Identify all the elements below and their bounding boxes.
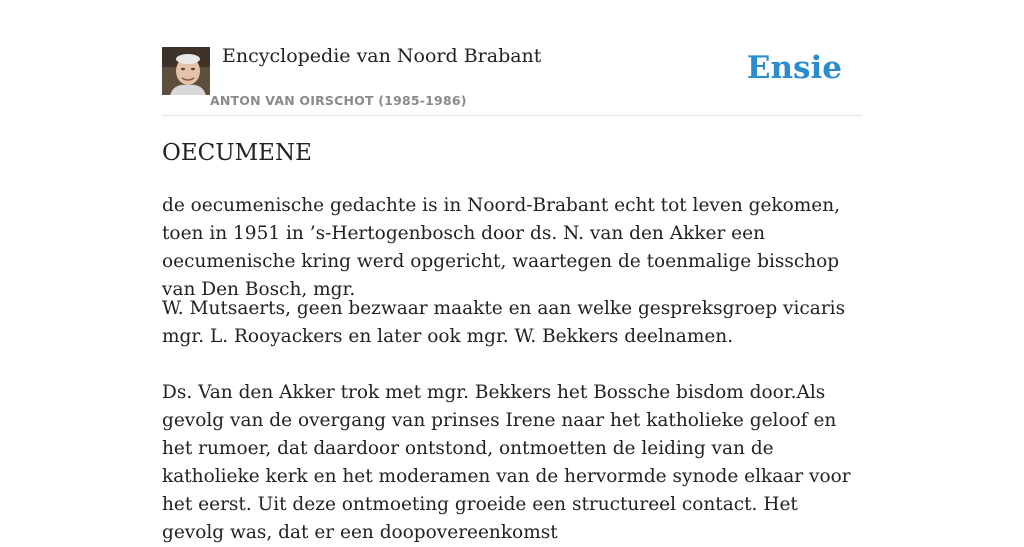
author-name[interactable]: ANTON VAN OIRSCHOT (1985-1986) bbox=[210, 93, 467, 108]
source-title[interactable]: Encyclopedie van Noord Brabant bbox=[222, 45, 542, 67]
article-title: OECUMENE bbox=[162, 140, 312, 166]
brand-logo[interactable]: Ensie bbox=[746, 50, 842, 86]
avatar[interactable] bbox=[162, 47, 210, 95]
header bbox=[162, 0, 862, 116]
author-portrait-icon bbox=[162, 47, 210, 95]
content-column bbox=[162, 0, 862, 543]
article-paragraph: de oecumenische gedachte is in Noord-Brabant echt tot leven gekomen, toen in 1951 in ’s-Hertogenbosch door ds. N. van den Akker een oecumenische kring werd opgericht, waartegen de toenmalige bisschop van Den Bosch, mgr. bbox=[162, 195, 841, 300]
article-paragraph: Ds. Van den Akker trok met mgr. Bekkers het Bossche bisdom door.Als gevolg van de overgang van prinses Irene naar het katholieke geloof en het rumoer, dat daardoor ontstond, ontmoetten de leiding van de katholieke kerk en het moderamen van de hervormde synode elkaar voor het eerst. Uit deze ontmoeting groeide een structureel contact. Het gevolg was, dat er een doopovereenkomst bbox=[162, 382, 851, 543]
article-paragraph: W. Mutsaerts, geen bezwaar maakte en aan welke gespreksgroep vicaris mgr. L. Rooyackers en later ook mgr. W. Bekkers deelnamen. bbox=[162, 298, 846, 347]
